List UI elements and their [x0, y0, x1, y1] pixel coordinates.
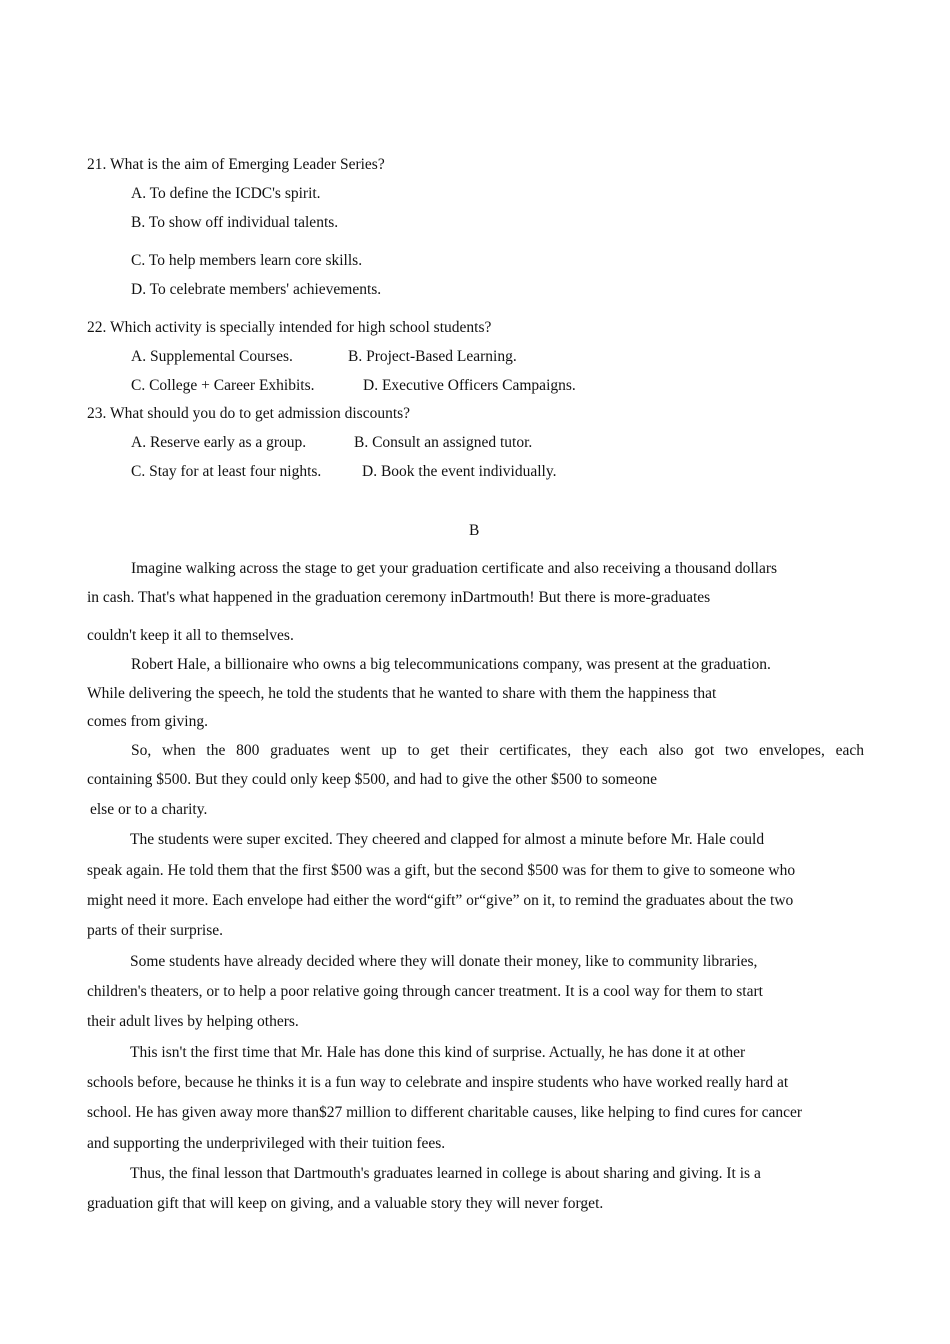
question-22-stem: 22. Which activity is specially intended for high school students? [87, 319, 492, 336]
question-22-option-c: C. College + Career Exhibits. [131, 377, 315, 394]
question-23-stem: 23. What should you do to get admission discounts? [87, 405, 411, 422]
section-heading: B [469, 522, 480, 539]
passage-line: speak again. He told them that the first $500 was a gift, but the second $500 was for them to give to someone who [87, 862, 796, 879]
passage-line: comes from giving. [87, 713, 208, 730]
passage-line: So, when the 800 graduates went up to get their certificates, they each also got two envelopes, each [131, 742, 864, 759]
passage-line: containing $500. But they could only keep $500, and had to give the other $500 to someone [87, 771, 657, 788]
question-23-option-d: D. Book the event individually. [362, 463, 557, 480]
passage-line: This isn't the first time that Mr. Hale has done this kind of surprise. Actually, he has done it at other [130, 1044, 746, 1061]
passage-line: and supporting the underprivileged with their tuition fees. [87, 1135, 446, 1152]
passage-line: in cash. That's what happened in the graduation ceremony inDartmouth! But there is more-graduates [87, 589, 711, 606]
passage-line: children's theaters, or to help a poor relative going through cancer treatment. It is a cool way for them to start [87, 983, 763, 1000]
passage-line: else or to a charity. [90, 801, 208, 818]
passage-line: Thus, the final lesson that Dartmouth's graduates learned in college is about sharing and giving. It is a [130, 1165, 761, 1182]
passage-line: parts of their surprise. [87, 922, 224, 939]
passage-line: their adult lives by helping others. [87, 1013, 299, 1030]
question-23-option-c: C. Stay for at least four nights. [131, 463, 322, 480]
passage-line: While delivering the speech, he told the students that he wanted to share with them the happiness that [87, 685, 717, 702]
question-22-option-b: B. Project-Based Learning. [348, 348, 517, 365]
passage-line: Imagine walking across the stage to get your graduation certificate and also receiving a thousand dollars [131, 560, 778, 577]
question-22-option-a: A. Supplemental Courses. [131, 348, 293, 365]
question-21-stem: 21. What is the aim of Emerging Leader Series? [87, 156, 385, 173]
passage-line: schools before, because he thinks it is a fun way to celebrate and inspire students who have worked really hard at [87, 1074, 789, 1091]
passage-line: might need it more. Each envelope had either the word“gift” or“give” on it, to remind the graduates about the two [87, 892, 794, 909]
passage-line: school. He has given away more than$27 million to different charitable causes, like helping to find cures for cancer [87, 1104, 803, 1121]
passage-line: graduation gift that will keep on giving, and a valuable story they will never forget. [87, 1195, 604, 1212]
question-21-option-b: B. To show off individual talents. [131, 214, 339, 231]
passage-line: The students were super excited. They cheered and clapped for almost a minute before Mr. Hale could [130, 831, 765, 848]
question-23-option-a: A. Reserve early as a group. [131, 434, 307, 451]
passage-line: Some students have already decided where they will donate their money, like to community libraries, [130, 953, 758, 970]
question-23-option-b: B. Consult an assigned tutor. [354, 434, 533, 451]
passage-line: couldn't keep it all to themselves. [87, 627, 294, 644]
question-22-option-d: D. Executive Officers Campaigns. [363, 377, 576, 394]
question-21-option-a: A. To define the ICDC's spirit. [131, 185, 321, 202]
question-21-option-d: D. To celebrate members' achievements. [131, 281, 382, 298]
question-21-option-c: C. To help members learn core skills. [131, 252, 363, 269]
passage-line: Robert Hale, a billionaire who owns a big telecommunications company, was present at the graduation. [131, 656, 771, 673]
